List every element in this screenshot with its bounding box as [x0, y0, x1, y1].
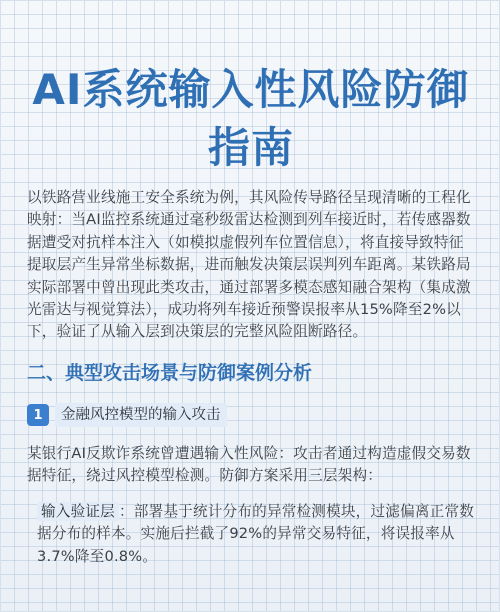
detail-text: ：部署基于统计分布的异常检测模块，过滤偏离正常数据分布的样本。实施后拦截了92%的异常交易特征，将误报率从3.7%降至0.8%。 — [37, 503, 475, 565]
intro-paragraph: 以铁路营业线施工安全系统为例，其风险传导路径呈现清晰的工程化映射：当AI监控系统通过毫秒级雷达检测到列车接近时，若传感器数据遭受对抗样本注入（如模拟虚假列车位置信息），将直接导致特征提取层产生异常坐标数据，进而触发决策层误判列车距离。某铁路局实际部署中曾出现此类攻击，通过部署多模态感知融合架构（集成激光雷达与视觉算法），成功将列车接近预警误报率从15%降至2%以下，验证了从输入层到决策层的完整风险阻断路径。 — [27, 189, 471, 341]
page-title: AI系统输入性风险防御指南 — [32, 65, 470, 172]
subsection-heading — [27, 403, 227, 427]
subsection-number-badge: 1 — [27, 404, 49, 426]
subsection-title: 金融风控模型的输入攻击 — [55, 403, 227, 427]
section-heading: 二、典型攻击场景与防御案例分析 — [27, 362, 313, 384]
case-paragraph: 某银行AI反欺诈系统曾遭遇输入性风险：攻击者通过构造虚假交易数据特征，绕过风控模型检测。防御方案采用三层架构： — [27, 445, 471, 485]
detail-paragraph — [37, 501, 477, 568]
detail-label-tag: 输入验证层 — [37, 502, 119, 521]
